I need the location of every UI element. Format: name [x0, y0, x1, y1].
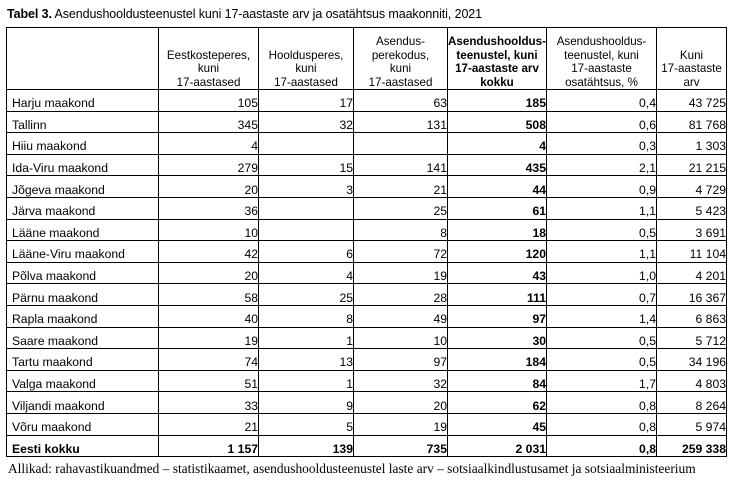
cell-hooldusperes — [259, 133, 354, 155]
cell-hooldusperes: 9 — [259, 392, 354, 414]
column-header-kuni17: Kuni 17-aastaste arv — [657, 28, 727, 90]
cell-region: Lääne maakond — [7, 219, 159, 241]
cell-hooldusperes: 8 — [259, 305, 354, 327]
cell-hooldusperes: 4 — [259, 262, 354, 284]
cell-hooldusperes: 1 — [259, 370, 354, 392]
table-row — [7, 154, 727, 176]
cell-asendusperekodus: 25 — [354, 197, 448, 219]
cell-region: Jõgeva maakond — [7, 176, 159, 198]
table-row — [7, 176, 727, 198]
cell-eestkosteperes: 33 — [159, 392, 259, 414]
cell-kuni17: 4 803 — [657, 370, 727, 392]
table-row — [7, 241, 727, 263]
cell-region: Saare maakond — [7, 327, 159, 349]
source-note: Allikad: rahavastikuandmed – statistikaamet, asendushooldusteenustel laste arv – sotsiaalkindlustusamet ja sotsiaalministeerium — [8, 461, 696, 477]
table-row — [7, 262, 727, 284]
cell-kuni17: 3 691 — [657, 219, 727, 241]
cell-osatahtsus: 0,3 — [547, 133, 657, 155]
table-row — [7, 197, 727, 219]
cell-region: Viljandi maakond — [7, 392, 159, 414]
cell-kuni17: 11 104 — [657, 241, 727, 263]
cell-osatahtsus: 2,1 — [547, 154, 657, 176]
cell-osatahtsus: 0,5 — [547, 219, 657, 241]
cell-hooldusperes: 6 — [259, 241, 354, 263]
cell-osatahtsus: 0,5 — [547, 349, 657, 371]
cell-asendusperekodus: 21 — [354, 176, 448, 198]
cell-region: Tartu maakond — [7, 349, 159, 371]
cell-kokku: 111 — [448, 284, 547, 306]
column-header-osatahtsus: Asendushooldus- teenustel, kuni 17-aastaste osatähtsus, % — [547, 28, 657, 90]
cell-asendusperekodus: 131 — [354, 111, 448, 133]
cell-hooldusperes — [259, 219, 354, 241]
cell-asendusperekodus: 19 — [354, 262, 448, 284]
cell-osatahtsus: 0,8 — [547, 435, 657, 457]
cell-kokku: 62 — [448, 392, 547, 414]
cell-eestkosteperes: 40 — [159, 305, 259, 327]
cell-asendusperekodus: 735 — [354, 435, 448, 457]
cell-osatahtsus: 0,6 — [547, 111, 657, 133]
cell-osatahtsus: 1,1 — [547, 241, 657, 263]
cell-kuni17: 6 863 — [657, 305, 727, 327]
cell-region: Tallinn — [7, 111, 159, 133]
cell-region: Pärnu maakond — [7, 284, 159, 306]
cell-kokku: 184 — [448, 349, 547, 371]
cell-kuni17: 8 264 — [657, 392, 727, 414]
cell-eestkosteperes: 345 — [159, 111, 259, 133]
header-row — [7, 28, 727, 90]
cell-kokku: 43 — [448, 262, 547, 284]
cell-osatahtsus: 0,7 — [547, 284, 657, 306]
cell-hooldusperes: 3 — [259, 176, 354, 198]
table-row — [7, 133, 727, 155]
table-body — [7, 90, 727, 457]
column-header-eestkosteperes: Eestkosteperes, kuni 17-aastased — [159, 28, 259, 90]
cell-kuni17: 5 712 — [657, 327, 727, 349]
data-table — [6, 27, 727, 457]
cell-eestkosteperes: 279 — [159, 154, 259, 176]
cell-kokku: 2 031 — [448, 435, 547, 457]
table-row — [7, 392, 727, 414]
column-header-region — [7, 28, 159, 90]
cell-region: Valga maakond — [7, 370, 159, 392]
cell-kokku: 84 — [448, 370, 547, 392]
cell-asendusperekodus: 49 — [354, 305, 448, 327]
cell-kokku: 18 — [448, 219, 547, 241]
table-row — [7, 327, 727, 349]
cell-kokku: 97 — [448, 305, 547, 327]
cell-kokku: 508 — [448, 111, 547, 133]
cell-kuni17: 34 196 — [657, 349, 727, 371]
cell-asendusperekodus: 28 — [354, 284, 448, 306]
cell-eestkosteperes: 20 — [159, 262, 259, 284]
cell-asendusperekodus: 63 — [354, 90, 448, 112]
cell-region: Rapla maakond — [7, 305, 159, 327]
cell-osatahtsus: 0,4 — [547, 90, 657, 112]
cell-kokku: 120 — [448, 241, 547, 263]
cell-eestkosteperes: 36 — [159, 197, 259, 219]
cell-hooldusperes: 32 — [259, 111, 354, 133]
cell-asendusperekodus: 97 — [354, 349, 448, 371]
cell-eestkosteperes: 42 — [159, 241, 259, 263]
cell-eestkosteperes: 105 — [159, 90, 259, 112]
table-number: Tabel 3. — [7, 7, 52, 21]
cell-osatahtsus: 0,8 — [547, 392, 657, 414]
cell-osatahtsus: 1,1 — [547, 197, 657, 219]
cell-asendusperekodus: 72 — [354, 241, 448, 263]
cell-region: Lääne-Viru maakond — [7, 241, 159, 263]
cell-kokku: 61 — [448, 197, 547, 219]
cell-eestkosteperes: 58 — [159, 284, 259, 306]
cell-osatahtsus: 1,0 — [547, 262, 657, 284]
cell-kokku: 4 — [448, 133, 547, 155]
table-row — [7, 90, 727, 112]
column-header-kokku: Asendushooldus- teenustel, kuni 17-aastaste arv kokku — [448, 28, 547, 90]
cell-eestkosteperes: 74 — [159, 349, 259, 371]
cell-kuni17: 16 367 — [657, 284, 727, 306]
cell-region: Võru maakond — [7, 413, 159, 435]
cell-kokku: 435 — [448, 154, 547, 176]
cell-eestkosteperes: 1 157 — [159, 435, 259, 457]
cell-region: Põlva maakond — [7, 262, 159, 284]
cell-kuni17: 4 201 — [657, 262, 727, 284]
cell-eestkosteperes: 51 — [159, 370, 259, 392]
table-row — [7, 413, 727, 435]
table-header — [7, 28, 727, 90]
table-row — [7, 370, 727, 392]
page-title — [6, 4, 726, 27]
cell-asendusperekodus: 141 — [354, 154, 448, 176]
cell-kokku: 30 — [448, 327, 547, 349]
cell-eestkosteperes: 21 — [159, 413, 259, 435]
cell-hooldusperes: 25 — [259, 284, 354, 306]
cell-osatahtsus: 1,4 — [547, 305, 657, 327]
cell-kuni17: 5 423 — [657, 197, 727, 219]
table-row — [7, 111, 727, 133]
cell-osatahtsus: 1,7 — [547, 370, 657, 392]
cell-hooldusperes: 5 — [259, 413, 354, 435]
cell-asendusperekodus: 10 — [354, 327, 448, 349]
table-total-row — [7, 435, 727, 457]
cell-kuni17: 5 974 — [657, 413, 727, 435]
table-row — [7, 284, 727, 306]
cell-eestkosteperes: 20 — [159, 176, 259, 198]
cell-kokku: 44 — [448, 176, 547, 198]
cell-hooldusperes: 139 — [259, 435, 354, 457]
cell-eestkosteperes: 4 — [159, 133, 259, 155]
cell-region: Ida-Viru maakond — [7, 154, 159, 176]
table-title-text: Asendushooldusteenustel kuni 17-aastaste arv ja osatähtsus maakonniti, 2021 — [51, 7, 483, 21]
cell-hooldusperes: 15 — [259, 154, 354, 176]
cell-asendusperekodus: 32 — [354, 370, 448, 392]
cell-hooldusperes: 13 — [259, 349, 354, 371]
cell-hooldusperes: 1 — [259, 327, 354, 349]
cell-kokku: 45 — [448, 413, 547, 435]
cell-eestkosteperes: 19 — [159, 327, 259, 349]
cell-asendusperekodus: 8 — [354, 219, 448, 241]
column-header-asendusperekodus: Asendus- perekodus, kuni 17-aastased — [354, 28, 448, 90]
table-row — [7, 219, 727, 241]
cell-kuni17: 81 768 — [657, 111, 727, 133]
cell-hooldusperes — [259, 197, 354, 219]
cell-osatahtsus: 0,8 — [547, 413, 657, 435]
cell-osatahtsus: 0,9 — [547, 176, 657, 198]
cell-kuni17: 259 338 — [657, 435, 727, 457]
cell-eestkosteperes: 10 — [159, 219, 259, 241]
cell-asendusperekodus: 19 — [354, 413, 448, 435]
column-header-hooldusperes: Hooldusperes, kuni 17-aastased — [259, 28, 354, 90]
table-row — [7, 349, 727, 371]
cell-kuni17: 1 303 — [657, 133, 727, 155]
table-row — [7, 305, 727, 327]
cell-kuni17: 21 215 — [657, 154, 727, 176]
cell-kokku: 185 — [448, 90, 547, 112]
cell-osatahtsus: 0,5 — [547, 327, 657, 349]
cell-kuni17: 4 729 — [657, 176, 727, 198]
cell-asendusperekodus — [354, 133, 448, 155]
cell-hooldusperes: 17 — [259, 90, 354, 112]
cell-region: Eesti kokku — [7, 435, 159, 457]
cell-kuni17: 43 725 — [657, 90, 727, 112]
cell-region: Hiiu maakond — [7, 133, 159, 155]
cell-asendusperekodus: 20 — [354, 392, 448, 414]
cell-region: Järva maakond — [7, 197, 159, 219]
cell-region: Harju maakond — [7, 90, 159, 112]
